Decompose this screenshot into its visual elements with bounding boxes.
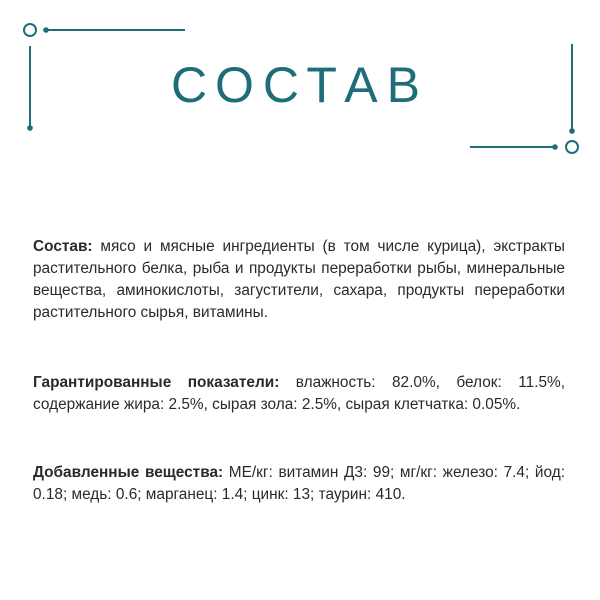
guaranteed-text: влажность: 82.0%, белок: 11.5%, содержание жира: 2.5%, сырая зола: 2.5%, сырая клетчатка: 0.05%. <box>33 374 565 413</box>
guaranteed-label: Гарантированные показатели: <box>33 374 280 391</box>
page-title: СОСТАВ <box>171 57 429 113</box>
additives-label: Добавленные вещества: <box>33 464 224 481</box>
guaranteed-paragraph <box>33 372 565 416</box>
additives-paragraph <box>33 462 565 506</box>
composition-label: Состав: <box>33 238 93 255</box>
composition-paragraph <box>33 236 565 324</box>
additives-text: МЕ/кг: витамин Д3: 99; мг/кг: железо: 7.4; йод: 0.18; медь: 0.6; марганец: 1.4; цинк: 13; таурин: 410. <box>33 464 565 503</box>
composition-text: мясо и мясные ингредиенты (в том числе курица), экстракты растительного белка, рыба и продукты переработки рыбы, минеральные вещества, аминокислоты, загустители, сахара, продукты переработки растительного сырья, витамины. <box>33 238 565 321</box>
